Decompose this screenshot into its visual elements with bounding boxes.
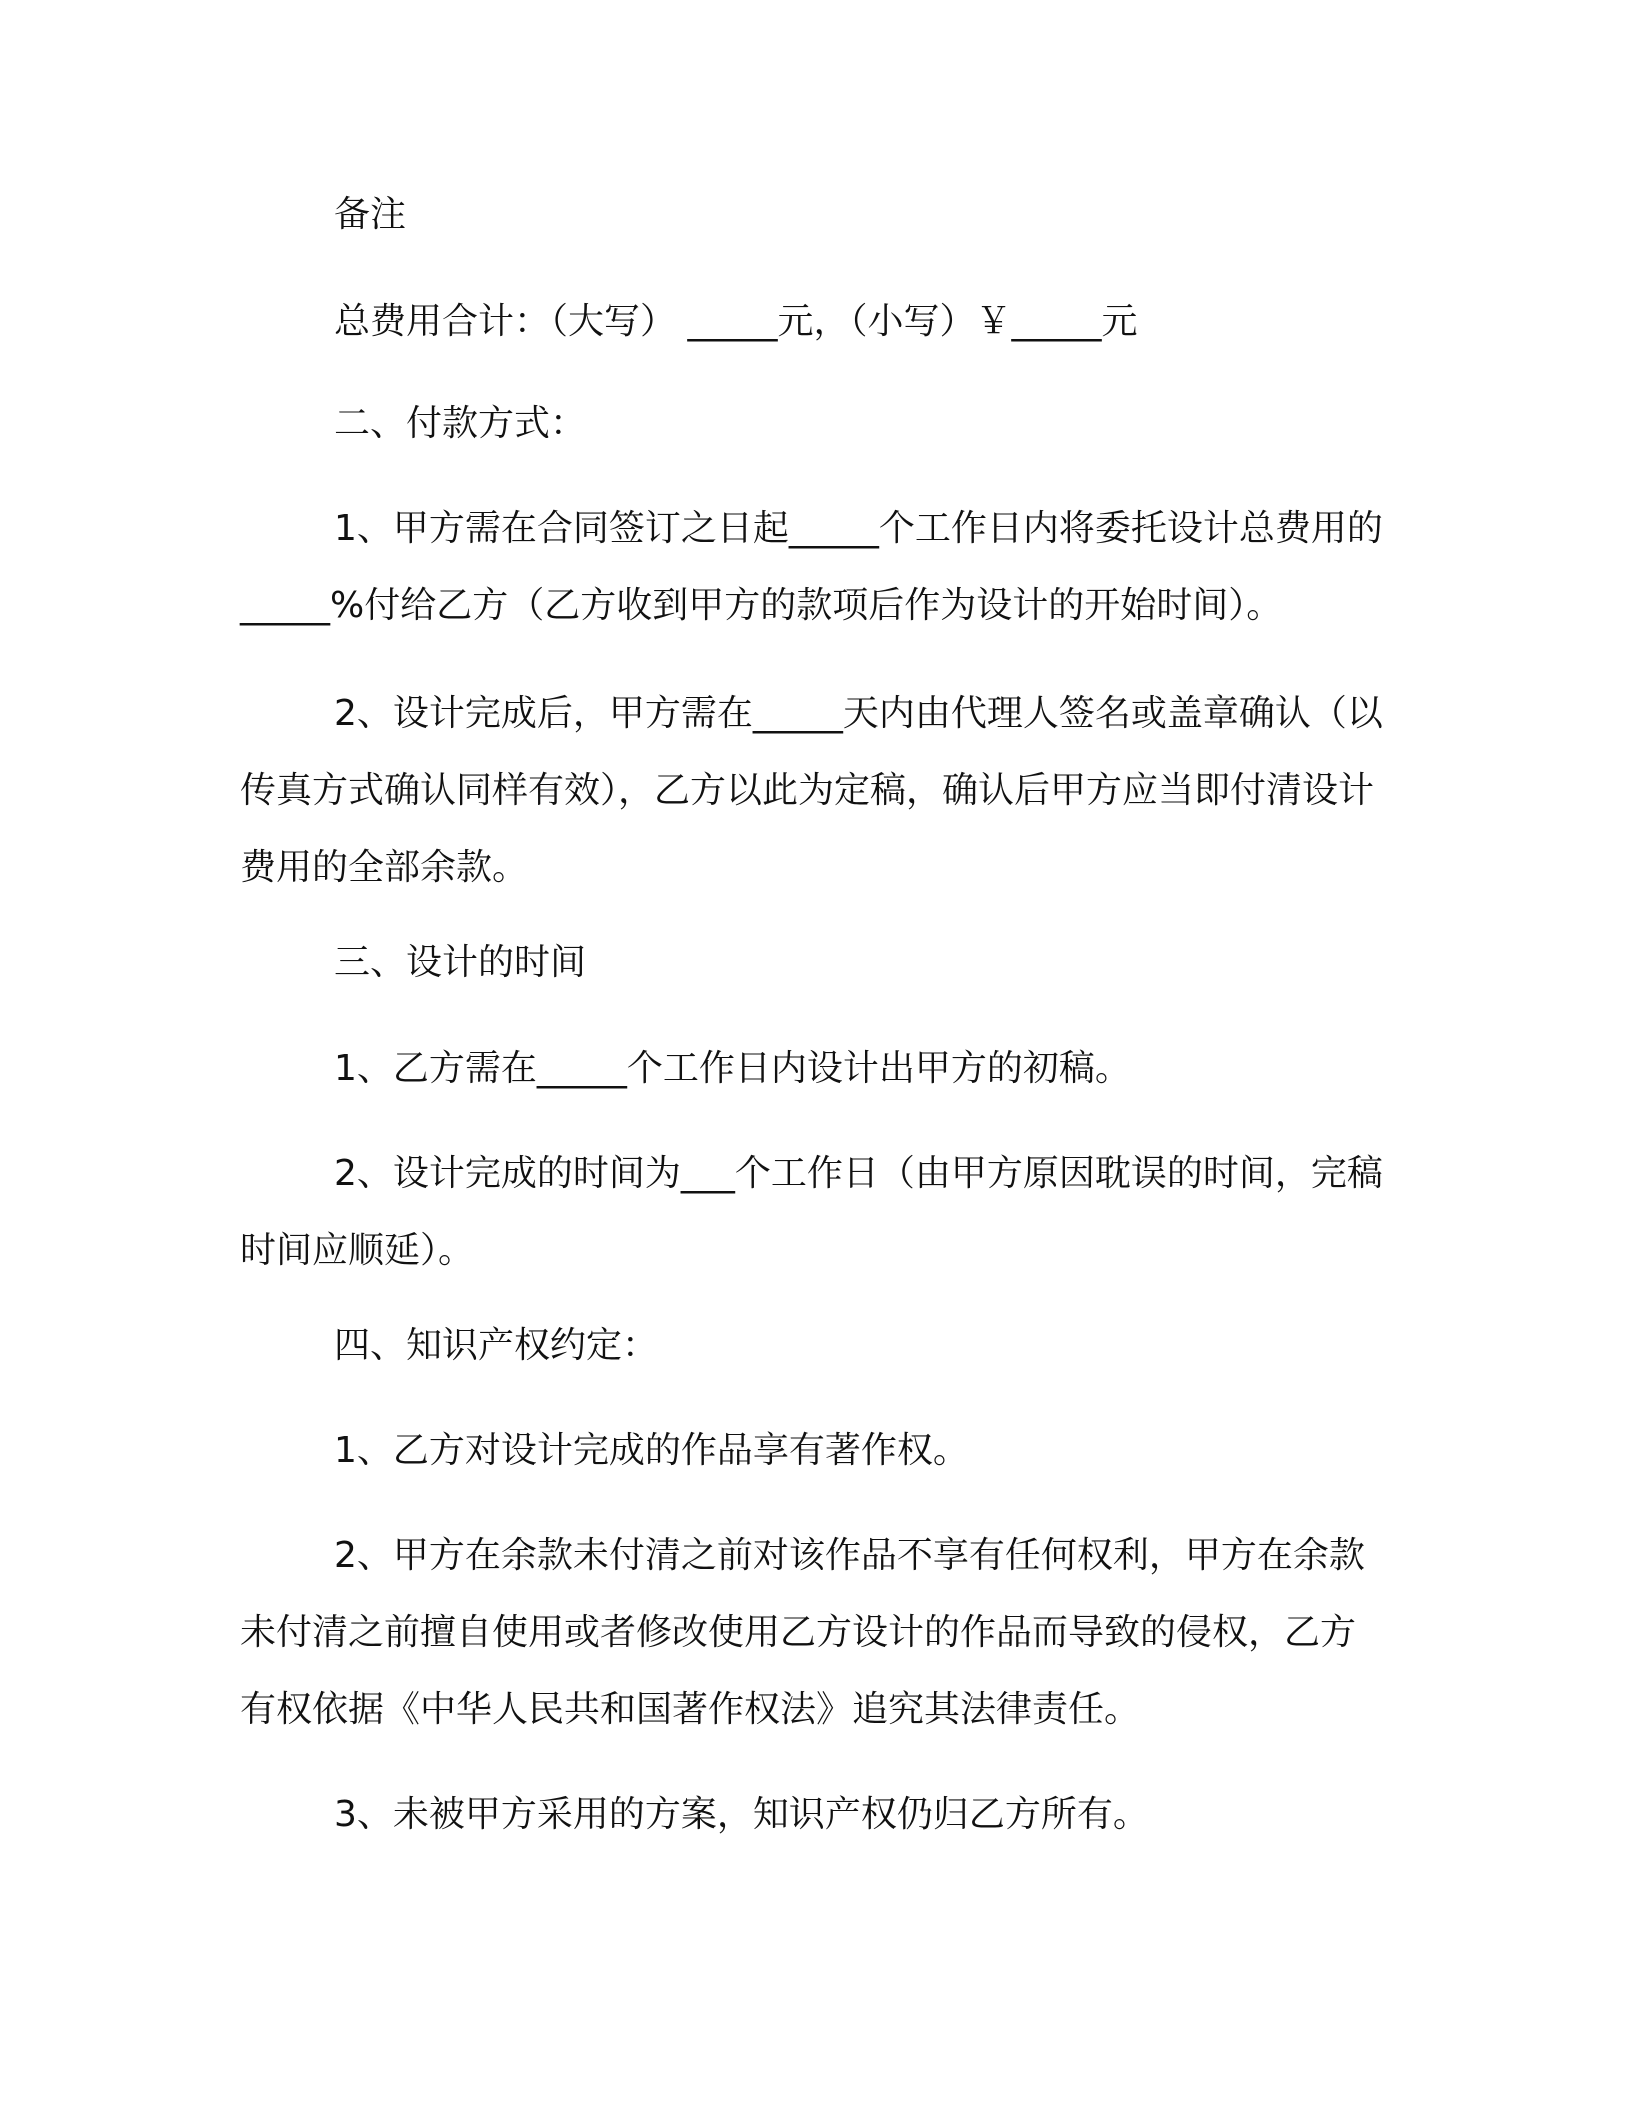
ip-clause-3: 3、未被甲方采用的方案，知识产权仍归乙方所有。	[334, 1794, 1149, 1835]
time-clause-1: 1、乙方需在_____个工作日内设计出甲方的初稿。	[334, 1048, 1131, 1089]
ip-clause-2: 2、甲方在余款未付清之前对该作品不享有任何权利，甲方在余款未付清之前擅自使用或者修改使用乙方设计的作品而导致的侵权，乙方有权依据《中华人民共和国著作权法》追究其法律责任。	[240, 1535, 1365, 1730]
total-fee-line: 总费用合计：（大写） _____元，（小写）￥_____元	[334, 301, 1138, 342]
section-heading-design-time: 三、设计的时间	[334, 942, 587, 983]
time-clause-2: 2、设计完成的时间为___个工作日（由甲方原因耽误的时间，完稿时间应顺延）。	[240, 1153, 1383, 1271]
note-line: 备注	[334, 194, 407, 235]
payment-clause-1: 1、甲方需在合同签订之日起_____个工作日内将委托设计总费用的_____%付给乙方（乙方收到甲方的款项后作为设计的开始时间）。	[240, 508, 1383, 626]
payment-clause-2: 2、设计完成后，甲方需在_____天内由代理人签名或盖章确认（以传真方式确认同样有效），乙方以此为定稿，确认后甲方应当即付清设计费用的全部余款。	[240, 693, 1383, 888]
section-heading-payment: 二、付款方式：	[334, 403, 587, 444]
section-heading-ip: 四、知识产权约定：	[334, 1325, 659, 1366]
ip-clause-1: 1、乙方对设计完成的作品享有著作权。	[334, 1430, 969, 1471]
